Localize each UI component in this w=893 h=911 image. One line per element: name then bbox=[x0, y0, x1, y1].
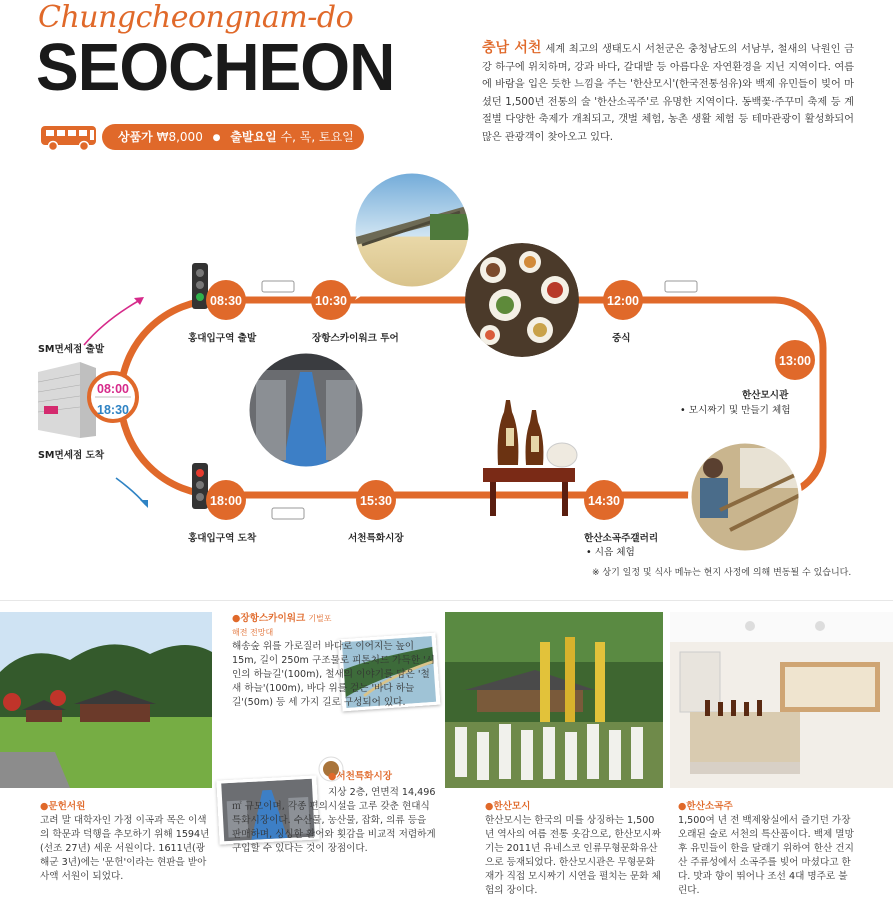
stop-sub-1430: • 시음 체험 bbox=[586, 547, 635, 558]
stop-node-1430 bbox=[584, 480, 624, 520]
hansan-mosi-photo bbox=[445, 612, 663, 788]
schedule-note: ※ 상기 일정 및 식사 메뉴는 현지 사정에 의해 변동될 수 있습니다. bbox=[592, 568, 852, 578]
stop-node-1530 bbox=[356, 480, 396, 520]
caption-market-body-wrap bbox=[232, 786, 438, 856]
section-divider bbox=[0, 600, 893, 601]
tour-info-pill bbox=[102, 124, 364, 150]
stop-name-1030: 장항스카이워크 투어 bbox=[312, 333, 399, 344]
svg-text:10:30: 10:30 bbox=[315, 294, 347, 308]
sogokju-photo bbox=[483, 400, 577, 516]
depart-label: SM면세점 출발 bbox=[38, 344, 105, 355]
bus-icon bbox=[40, 124, 98, 152]
caption-skywalk bbox=[232, 612, 435, 710]
mosi-photo bbox=[688, 440, 802, 554]
days-value: 수, 목, 토요일 bbox=[280, 130, 354, 144]
caption-munheon-title: ●문헌서원 bbox=[40, 801, 86, 812]
bullet-icon: ● bbox=[212, 133, 221, 143]
intro-title: 충남 서천 bbox=[482, 40, 542, 56]
stop-name-1300: 한산모시관 bbox=[742, 390, 789, 401]
province-title: Chungcheongnam-do bbox=[38, 0, 354, 35]
stop-name-0830: 홍대입구역 출발 bbox=[188, 333, 257, 344]
svg-text:14:30: 14:30 bbox=[588, 494, 620, 508]
arrow-up-icon bbox=[84, 300, 140, 345]
munheon-seowon-photo bbox=[0, 612, 212, 788]
lunch-photo bbox=[465, 243, 579, 357]
stop-node-1300 bbox=[775, 340, 815, 380]
price-value: ₩8,000 bbox=[156, 130, 203, 144]
stop-name-1430: 한산소곡주갤러리 bbox=[584, 533, 659, 544]
svg-text:12:00: 12:00 bbox=[607, 294, 639, 308]
caption-market-title: ●서천특화시장 bbox=[328, 771, 392, 782]
intro-body: 세계 최고의 생태도시 서천군은 충청남도의 서남부, 철새의 낙원인 금강 하구에 위치하며, 강과 바다, 갈대밭 등 아름다운 자연환경을 지닌 지역이다. 여름에 바람을 입은 듯한 느낌을 주는 '한산모시'(한국전통섬유)와 백제 유민들이 빚어 마셨던 1,500년 전통의 술 '한산소곡주'로 유명한 지역이다. 동백꽃·주꾸미 축제 등 계절별 다양한 축제가 개최되고, 갯벌 체험, 농촌 생활 체험 등 테마관광이 활성화되어 많은 관광객이 찾아오고 있다. bbox=[482, 44, 854, 143]
caption-mosi-body: 한산모시는 한국의 미를 상징하는 1,500년 역사의 여름 전통 옷감으로, 한산모시짜기는 2011년 유네스코 인류무형문화유산으로 등재되었다. 한산모시관은 무형문화재가 직접 모시짜기 시연을 펼치는 문화 체험의 장이다. bbox=[485, 815, 661, 896]
caption-sogokju-title: ●한산소곡주 bbox=[678, 801, 733, 812]
svg-text:08:30: 08:30 bbox=[210, 294, 242, 308]
end-time: 18:30 bbox=[97, 403, 129, 417]
stop-node-1030 bbox=[311, 280, 351, 320]
traffic-light-icon bbox=[192, 263, 208, 309]
stop-node-1200 bbox=[603, 280, 643, 320]
stop-node-0830 bbox=[206, 280, 246, 320]
sogokju-gallery-photo bbox=[670, 612, 893, 788]
caption-munheon-body: 고려 말 대학자인 가정 이곡과 목은 이색의 학문과 덕행을 추모하기 위해 1594년(선조 27년) 세운 서원이다. 1611년(광해군 3년)에는 '문헌'이라는 현판을 받아 사액 서원이 되었다. bbox=[40, 815, 210, 882]
arrow-up-head-icon bbox=[134, 297, 144, 305]
stop-name-1200: 중식 bbox=[612, 333, 631, 344]
caption-sogokju bbox=[678, 800, 856, 898]
caption-market-body: 지상 2층, 연면적 14,496㎡ 규모이며, 각종 편의시설을 고루 갖춘 현대식 특화시장이다. 수산물, 농산물, 잡화, 의류 등을 판매하며, 싱싱한 활어와 횟감을 비교적 저렴하게 구입할 수 있다는 것이 장점이다. bbox=[232, 787, 436, 854]
skywalk-photo bbox=[350, 170, 480, 300]
arrow-down-head-icon bbox=[140, 500, 148, 508]
caption-skywalk-subtitle: 기벌포 해전 전망대 bbox=[232, 614, 332, 637]
caption-munheon bbox=[40, 800, 212, 884]
caption-sogokju-body: 1,500여 년 전 백제왕실에서 즐기던 가장 오래된 술로 서천의 특산품이다. 백제 멸망 후 유민들이 한을 달래기 위하여 한산 건지산 주류성에서 소곡주를 빚어 마셨다고 한다. 맛과 향이 뛰어나 조선 4대 명주로 불린다. bbox=[678, 815, 854, 896]
svg-text:18:00: 18:00 bbox=[210, 494, 242, 508]
caption-mosi-title: ●한산모시 bbox=[485, 801, 531, 812]
svg-text:15:30: 15:30 bbox=[360, 494, 392, 508]
city-title: SEOCHEON bbox=[36, 29, 395, 105]
stop-name-1800: 홍대입구역 도착 bbox=[188, 533, 257, 544]
caption-skywalk-body: 해송숲 위를 가로질러 바다로 이어지는 높이 15m, 길이 250m 구조물로 피톤치드 가득한 '시인의 하늘길'(100m), 철새의 이야기를 담은 '철새 하늘'(100m), 바다 위를 걷는 '바다 하늘길'(50m) 등 세 가지 길로 구성되어 있다. bbox=[232, 641, 435, 708]
caption-mosi bbox=[485, 800, 663, 898]
days-label: 출발요일 bbox=[230, 130, 277, 144]
arrive-label: SM면세점 도착 bbox=[38, 450, 105, 461]
market-photo bbox=[246, 350, 366, 470]
route-map bbox=[0, 160, 893, 600]
traffic-light-icon bbox=[192, 463, 208, 509]
stop-name-1530: 서천특화시장 bbox=[348, 533, 404, 544]
start-time: 08:00 bbox=[97, 382, 129, 396]
intro-paragraph bbox=[482, 40, 854, 147]
svg-text:13:00: 13:00 bbox=[779, 354, 811, 368]
caption-skywalk-title: ●장항스카이워크 bbox=[232, 613, 306, 624]
caption-market bbox=[328, 770, 438, 784]
stop-node-1800 bbox=[206, 480, 246, 520]
stop-sub-1300: • 모시짜기 및 만들기 체험 bbox=[680, 405, 791, 416]
price-label: 상품가 bbox=[118, 130, 153, 144]
